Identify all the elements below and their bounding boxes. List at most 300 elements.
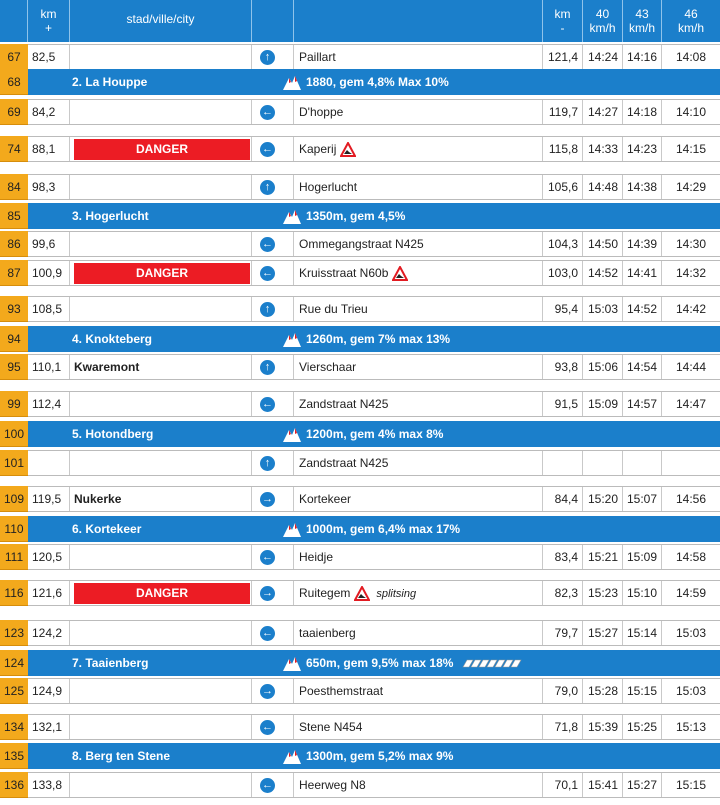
- climb-mountain-icon: [282, 655, 302, 672]
- row-number: 101: [0, 450, 28, 476]
- row-number: 86: [0, 231, 28, 257]
- street-cell: [294, 451, 543, 475]
- km-minus-text: 103,0: [547, 266, 578, 280]
- km-minus: [543, 45, 583, 69]
- danger-badge: DANGER: [74, 583, 250, 604]
- time-46: [662, 261, 720, 285]
- table-row: [0, 99, 720, 125]
- climb-name: 8. Berg ten Stene: [72, 749, 171, 763]
- km-minus-text: 84,4: [554, 492, 578, 506]
- time-43-text: 14:39: [626, 237, 657, 251]
- time-43-text: 14:41: [626, 266, 657, 280]
- km-minus-text: 119,7: [548, 105, 578, 119]
- time-43-text: 15:07: [626, 492, 657, 506]
- time-46-text: 14:44: [675, 360, 707, 374]
- time-40: [583, 232, 623, 256]
- time-46: [662, 355, 720, 379]
- arrow-left-icon: ←: [262, 721, 273, 733]
- street-cell-text: Vierschaar: [299, 360, 357, 374]
- km-minus: [543, 487, 583, 511]
- time-43: [623, 545, 662, 569]
- arrow-up-icon: ↑: [260, 180, 275, 195]
- km-minus: [543, 232, 583, 256]
- km-plus-text: 82,5: [32, 50, 56, 64]
- time-40: [583, 545, 623, 569]
- climb-name: 7. Taaienberg: [72, 656, 149, 670]
- row-number: 68: [0, 69, 28, 95]
- table-row: [0, 772, 720, 798]
- time-40: [583, 297, 623, 321]
- time-46-text: 15:13: [675, 720, 707, 734]
- street-cell-text: Kruisstraat N60b: [299, 266, 389, 280]
- street-cell-text: Zandstraat N425: [299, 397, 389, 411]
- time-43-text: 15:25: [626, 720, 657, 734]
- climb-info: [282, 516, 460, 542]
- km-minus-text: 83,4: [554, 550, 578, 564]
- street-cell-text: Zandstraat N425: [299, 456, 389, 470]
- row-body: [28, 772, 720, 798]
- km-minus: [543, 545, 583, 569]
- climb-details: 1350m, gem 4,5%: [306, 209, 406, 223]
- km-plus-text: 110,1: [32, 360, 62, 374]
- climb-name: 6. Kortekeer: [72, 522, 142, 536]
- km-plus-text: 124,2: [32, 626, 63, 640]
- row-body: [28, 714, 720, 740]
- row-body: [28, 620, 720, 646]
- street-cell-text: Ruitegem: [299, 586, 351, 600]
- time-43-text: 14:52: [626, 302, 657, 316]
- km-plus-text: 133,8: [32, 778, 63, 792]
- time-43-text: 15:27: [626, 778, 657, 792]
- time-40-text: 14:33: [587, 142, 618, 156]
- city-cell: [70, 100, 252, 124]
- climb-details: 1880, gem 4,8% Max 10%: [306, 75, 449, 89]
- time-43: [623, 137, 662, 161]
- time-43: [623, 679, 662, 703]
- km-plus: [28, 355, 70, 379]
- km-minus-text: 104,3: [547, 237, 578, 251]
- table-row: [0, 580, 720, 606]
- warning-triangle-icon: [340, 142, 356, 157]
- table-row: [0, 391, 720, 417]
- arrow-left-icon: ←: [262, 551, 273, 563]
- time-46: [662, 581, 720, 605]
- climb-info: [282, 203, 405, 229]
- table-row: [0, 620, 720, 646]
- time-40: [583, 679, 623, 703]
- street-cell-text: Hogerlucht: [299, 180, 358, 194]
- header-40: 40 km/h: [583, 0, 623, 42]
- time-40: [583, 451, 623, 475]
- climb-mountain-icon: [282, 748, 302, 765]
- time-40: [583, 581, 623, 605]
- time-40: [583, 137, 623, 161]
- time-40-text: 15:03: [587, 302, 618, 316]
- km-plus-text: 88,1: [32, 142, 56, 156]
- km-plus-text: 119,5: [32, 492, 62, 506]
- header-street: [294, 0, 543, 42]
- time-46: [662, 232, 720, 256]
- time-43: [623, 581, 662, 605]
- row-number: 67: [0, 44, 28, 70]
- arrow-left-icon: ←: [262, 238, 273, 250]
- time-46: [662, 773, 720, 797]
- arrow-right-icon: →: [262, 685, 273, 697]
- row-number: 85: [0, 203, 28, 229]
- city-cell: [70, 232, 252, 256]
- time-43: [623, 773, 662, 797]
- city-cell: [70, 451, 252, 475]
- time-46: [662, 392, 720, 416]
- km-plus: [28, 581, 70, 605]
- climb-details: 1000m, gem 6,4% max 17%: [306, 522, 461, 536]
- street-cell-text: taaienberg: [299, 626, 356, 640]
- street-cell-text: Stene N454: [299, 720, 363, 734]
- climb-name: 3. Hogerlucht: [72, 209, 149, 223]
- time-40-text: 14:24: [587, 50, 618, 64]
- km-plus: [28, 100, 70, 124]
- km-minus-text: 95,4: [554, 302, 578, 316]
- km-minus: [543, 621, 583, 645]
- time-40-text: 15:27: [587, 626, 618, 640]
- time-43-text: 15:15: [626, 684, 657, 698]
- arrow-left-icon: ←: [262, 267, 273, 279]
- climb-info: [282, 69, 449, 95]
- time-40-text: 15:41: [587, 778, 618, 792]
- row-number: 116: [0, 580, 28, 606]
- km-minus: [543, 773, 583, 797]
- arrow-left-icon: ←: [262, 627, 273, 639]
- row-number: 125: [0, 678, 28, 704]
- city-cell: [70, 175, 252, 199]
- street-cell: [294, 45, 543, 69]
- street-cell: [294, 137, 543, 161]
- street-cell: [294, 715, 543, 739]
- climb-name: 2. La Houppe: [72, 75, 148, 89]
- street-cell: [294, 679, 543, 703]
- row-body: [28, 354, 720, 380]
- time-43-text: 15:14: [626, 626, 657, 640]
- street-cell-text: Heerweg N8: [299, 778, 366, 792]
- time-46-text: 14:32: [675, 266, 707, 280]
- header-km-plus: km +: [28, 0, 70, 42]
- city-cell: [70, 545, 252, 569]
- arrow-up-icon: ↑: [260, 360, 275, 375]
- row-body: [28, 544, 720, 570]
- time-43-text: 14:18: [626, 105, 657, 119]
- km-minus: [543, 392, 583, 416]
- km-plus-text: 120,5: [32, 550, 63, 564]
- climb-row: [0, 203, 720, 229]
- table-row: [0, 296, 720, 322]
- table-row: [0, 544, 720, 570]
- time-40: [583, 392, 623, 416]
- climb-info: [282, 326, 450, 352]
- time-43: [623, 621, 662, 645]
- row-body: [28, 391, 720, 417]
- km-minus-text: 71,8: [554, 720, 578, 734]
- header-city: stad/ville/city: [70, 0, 252, 42]
- row-number: 124: [0, 650, 28, 676]
- street-cell: [294, 487, 543, 511]
- time-46-text: 14:10: [675, 105, 707, 119]
- km-plus-text: 98,3: [32, 180, 56, 194]
- km-minus: [543, 355, 583, 379]
- time-40-text: 14:27: [587, 105, 618, 119]
- time-43: [623, 297, 662, 321]
- row-body: [28, 99, 720, 125]
- splitsing-note: splitsing: [376, 588, 417, 600]
- climb-row: [0, 326, 720, 352]
- time-40: [583, 100, 623, 124]
- row-number: 74: [0, 136, 28, 162]
- city-cell: [70, 773, 252, 797]
- time-46: [662, 45, 720, 69]
- km-minus: [543, 715, 583, 739]
- row-body: [28, 743, 720, 769]
- time-43: [623, 100, 662, 124]
- city-cell: [70, 679, 252, 703]
- row-body: [28, 326, 720, 352]
- time-43-text: 14:16: [626, 50, 657, 64]
- table-row: [0, 354, 720, 380]
- row-number: 94: [0, 326, 28, 352]
- header-num: [0, 0, 28, 42]
- cobbles-icon: [461, 657, 523, 669]
- time-46-text: 15:03: [675, 684, 707, 698]
- km-plus-text: 132,1: [32, 720, 63, 734]
- km-minus: [543, 679, 583, 703]
- arrow-left-icon: ←: [262, 398, 273, 410]
- time-46: [662, 487, 720, 511]
- time-43: [623, 45, 662, 69]
- km-minus-text: 79,7: [554, 626, 578, 640]
- row-body: [28, 486, 720, 512]
- time-46: [662, 175, 720, 199]
- time-40: [583, 175, 623, 199]
- time-43: [623, 392, 662, 416]
- km-minus-text: 82,3: [554, 586, 578, 600]
- row-number: 111: [0, 544, 28, 570]
- street-cell: [294, 100, 543, 124]
- km-plus: [28, 137, 70, 161]
- time-46-text: 14:59: [675, 586, 707, 600]
- time-40-text: 14:52: [587, 266, 618, 280]
- km-minus-text: 115,8: [548, 142, 578, 156]
- climb-details: 650m, gem 9,5% max 18%: [306, 656, 454, 670]
- km-plus: [28, 392, 70, 416]
- km-minus: [543, 100, 583, 124]
- arrow-right-icon: →: [262, 587, 273, 599]
- time-43-text: 14:38: [626, 180, 657, 194]
- time-40: [583, 261, 623, 285]
- climb-row: [0, 69, 720, 95]
- km-plus: [28, 621, 70, 645]
- row-body: [28, 580, 720, 606]
- time-40-text: 15:20: [587, 492, 618, 506]
- climb-details: 1300m, gem 5,2% max 9%: [306, 749, 454, 763]
- street-cell-text: Heidje: [299, 550, 334, 564]
- km-minus-text: 105,6: [547, 180, 578, 194]
- climb-mountain-icon: [282, 426, 302, 443]
- arrow-up-icon: ↑: [260, 50, 275, 65]
- row-body: [28, 650, 720, 676]
- km-minus: [543, 451, 583, 475]
- street-cell: [294, 581, 543, 605]
- city-cell: [70, 392, 252, 416]
- warning-triangle-icon: [392, 266, 408, 281]
- time-46-text: 15:15: [675, 778, 707, 792]
- row-body: [28, 136, 720, 162]
- street-cell: [294, 773, 543, 797]
- time-40-text: 15:23: [587, 586, 618, 600]
- row-number: 87: [0, 260, 28, 286]
- time-46: [662, 545, 720, 569]
- table-row: [0, 486, 720, 512]
- time-46-text: 14:30: [675, 237, 707, 251]
- table-row: [0, 44, 720, 70]
- row-number: 135: [0, 743, 28, 769]
- climb-info: [282, 650, 523, 676]
- street-cell-text: Ommegangstraat N425: [299, 237, 424, 251]
- street-cell: [294, 232, 543, 256]
- header-43: 43 km/h: [623, 0, 662, 42]
- time-43: [623, 355, 662, 379]
- time-46-text: 14:08: [675, 50, 707, 64]
- time-40-text: 14:48: [587, 180, 618, 194]
- time-40: [583, 715, 623, 739]
- time-46: [662, 621, 720, 645]
- time-40-text: 15:21: [587, 550, 618, 564]
- arrow-up-icon: ↑: [260, 302, 275, 317]
- km-minus-text: 70,1: [554, 778, 578, 792]
- km-minus-text: 93,8: [554, 360, 578, 374]
- km-plus: [28, 297, 70, 321]
- time-40-text: 15:06: [587, 360, 618, 374]
- row-body: [28, 421, 720, 447]
- row-number: 84: [0, 174, 28, 200]
- row-number: 109: [0, 486, 28, 512]
- time-46-text: 14:58: [675, 550, 707, 564]
- arrow-up-icon: ↑: [260, 456, 275, 471]
- km-minus-text: 79,0: [554, 684, 578, 698]
- row-number: 136: [0, 772, 28, 798]
- time-40: [583, 487, 623, 511]
- row-number: 69: [0, 99, 28, 125]
- street-cell: [294, 175, 543, 199]
- climb-info: [282, 743, 453, 769]
- table-row: [0, 450, 720, 476]
- time-43-text: 14:54: [626, 360, 657, 374]
- km-plus-text: 124,9: [32, 684, 63, 698]
- table-header: [0, 0, 720, 42]
- street-cell-text: Kortekeer: [299, 492, 352, 506]
- time-46: [662, 715, 720, 739]
- km-plus: [28, 487, 70, 511]
- city-cell: [70, 355, 252, 379]
- row-number: 99: [0, 391, 28, 417]
- time-46: [662, 451, 720, 475]
- climb-row: [0, 743, 720, 769]
- km-plus: [28, 679, 70, 703]
- time-40: [583, 773, 623, 797]
- time-43-text: 14:57: [626, 397, 657, 411]
- time-40: [583, 45, 623, 69]
- time-43: [623, 715, 662, 739]
- row-body: [28, 231, 720, 257]
- time-40-text: 14:50: [587, 237, 618, 251]
- km-minus-text: 91,5: [554, 397, 578, 411]
- climb-mountain-icon: [282, 74, 302, 91]
- arrow-right-icon: →: [262, 493, 273, 505]
- km-minus: [543, 175, 583, 199]
- street-cell: [294, 545, 543, 569]
- arrow-left-icon: ←: [262, 106, 273, 118]
- street-cell-text: Rue du Trieu: [299, 302, 368, 316]
- km-plus: [28, 545, 70, 569]
- km-plus: [28, 715, 70, 739]
- time-40: [583, 621, 623, 645]
- time-46-text: 14:42: [675, 302, 707, 316]
- time-43-text: 15:10: [626, 586, 657, 600]
- street-cell: [294, 261, 543, 285]
- street-cell: [294, 621, 543, 645]
- km-plus-text: 84,2: [32, 105, 56, 119]
- danger-badge: DANGER: [74, 263, 250, 284]
- city-cell: [70, 621, 252, 645]
- time-40-text: 15:39: [587, 720, 618, 734]
- time-43: [623, 451, 662, 475]
- climb-row: [0, 516, 720, 542]
- street-cell: [294, 297, 543, 321]
- climb-details: 1200m, gem 4% max 8%: [306, 427, 444, 441]
- km-minus-text: 121,4: [547, 50, 578, 64]
- city-cell: [70, 297, 252, 321]
- km-plus: [28, 175, 70, 199]
- time-46-text: 14:47: [675, 397, 707, 411]
- km-plus: [28, 232, 70, 256]
- climb-mountain-icon: [282, 208, 302, 225]
- km-plus: [28, 45, 70, 69]
- arrow-left-icon: ←: [262, 143, 273, 155]
- time-40: [583, 355, 623, 379]
- time-46-text: 15:03: [675, 626, 707, 640]
- city-cell-text: Nukerke: [74, 492, 122, 506]
- row-number: 110: [0, 516, 28, 542]
- warning-triangle-icon: [354, 586, 370, 601]
- row-body: [28, 260, 720, 286]
- row-number: 123: [0, 620, 28, 646]
- city-cell: [70, 45, 252, 69]
- table-row: [0, 714, 720, 740]
- time-40-text: 15:28: [587, 684, 618, 698]
- street-cell-text: Paillart: [299, 50, 336, 64]
- time-46-text: 14:29: [675, 180, 707, 194]
- climb-details: 1260m, gem 7% max 13%: [306, 332, 451, 346]
- city-cell-text: Kwaremont: [74, 360, 140, 374]
- km-plus-text: 121,6: [32, 586, 63, 600]
- time-43: [623, 487, 662, 511]
- street-cell-text: D'hoppe: [299, 105, 344, 119]
- street-cell-text: Kaperij: [299, 142, 337, 156]
- climb-mountain-icon: [282, 331, 302, 348]
- arrow-left-icon: ←: [262, 779, 273, 791]
- km-plus-text: 112,4: [32, 397, 62, 411]
- time-43-text: 14:23: [626, 142, 657, 156]
- row-body: [28, 516, 720, 542]
- city-cell: [70, 487, 252, 511]
- km-plus: [28, 261, 70, 285]
